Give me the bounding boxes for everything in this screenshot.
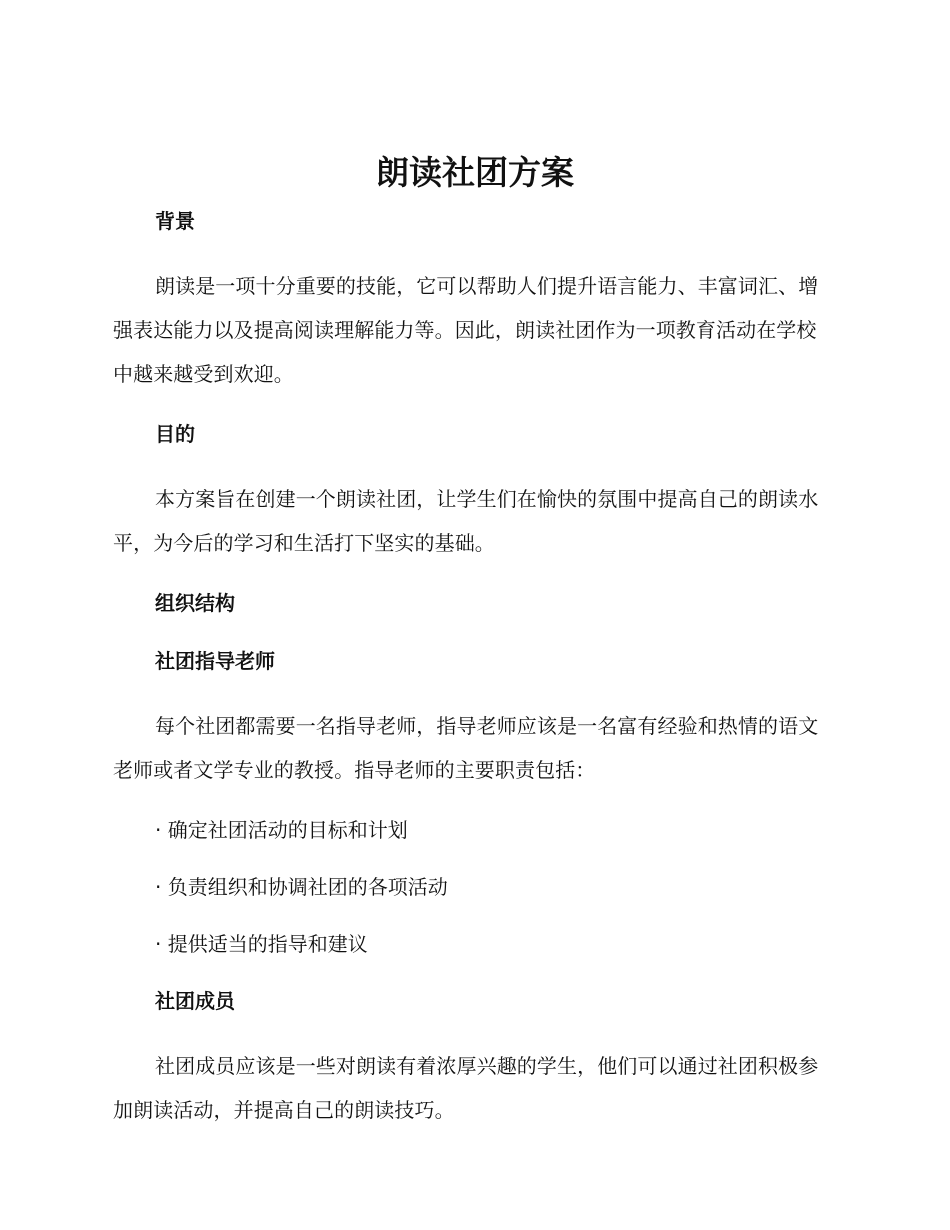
section-text-purpose: 本方案旨在创建一个朗读社团，让学生们在愉快的氛围中提高自己的朗读水平，为今后的学习和生活打下坚实的基础。	[113, 487, 819, 555]
section-text-advisor: 每个社团都需要一名指导老师，指导老师应该是一名富有经验和热情的语文老师或者文学专业的教授。指导老师的主要职责包括：	[113, 714, 819, 782]
section-text-background: 朗读是一项十分重要的技能，它可以帮助人们提升语言能力、丰富词汇、增强表达能力以及提高阅读理解能力等。因此，朗读社团作为一项教育活动在学校中越来越受到欢迎。	[113, 274, 819, 386]
document-body	[113, 206, 833, 1132]
section-heading-members: 社团成员	[155, 989, 235, 1013]
document-title: 朗读社团方案	[376, 153, 574, 192]
section-text-members: 社团成员应该是一些对朗读有着浓厚兴趣的学生，他们可以通过社团积极参加朗读活动，并提高自己的朗读技巧。	[113, 1054, 819, 1122]
section-heading-organization: 组织结构	[155, 591, 235, 615]
section-heading-purpose: 目的	[155, 422, 195, 446]
list-item: · 确定社团活动的目标和计划	[155, 818, 408, 842]
list-item: · 负责组织和协调社团的各项活动	[155, 875, 448, 899]
list-item: · 提供适当的指导和建议	[155, 932, 368, 956]
section-heading-advisor: 社团指导老师	[155, 649, 275, 673]
section-heading-background: 背景	[155, 209, 195, 233]
